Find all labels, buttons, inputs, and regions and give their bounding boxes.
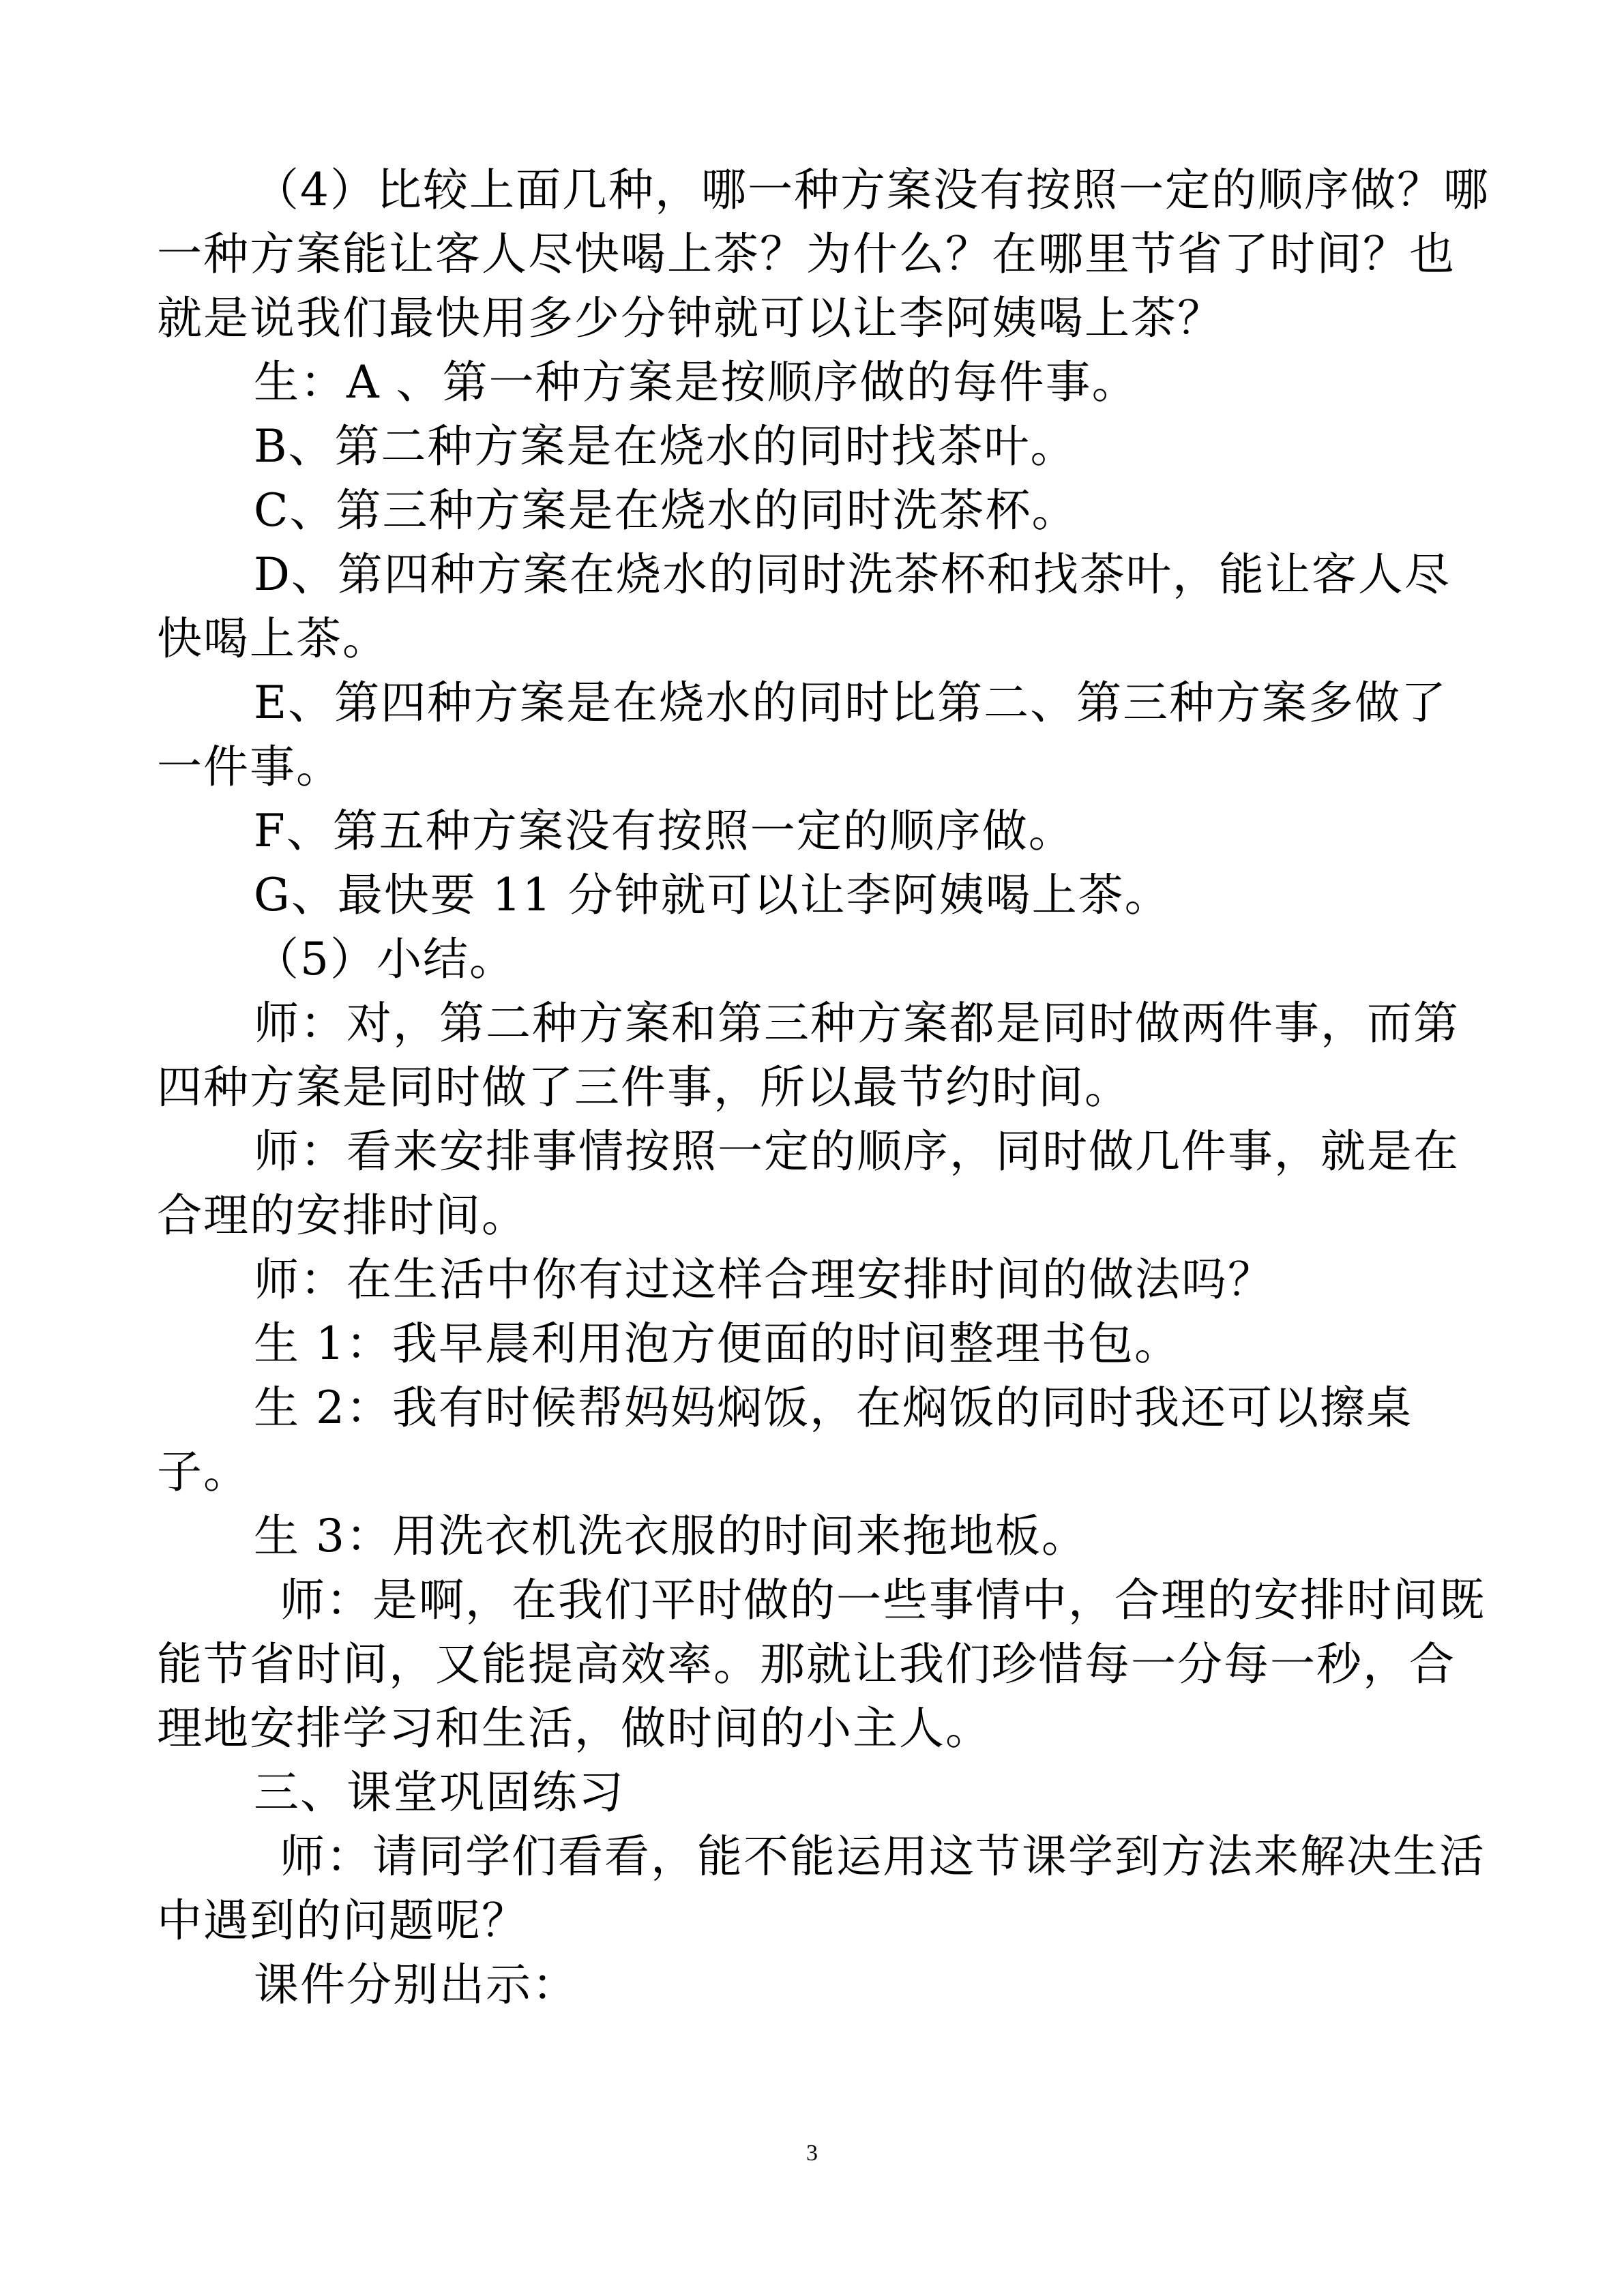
paragraph-answer-c: C、第三种方案是在烧水的同时洗茶杯。	[254, 484, 1078, 537]
paragraph-student-2: 生 2：我有时候帮妈妈焖饭，在焖饭的同时我还可以擦桌子。	[157, 1382, 1413, 1498]
paragraph-student-1: 生 1：我早晨利用泡方便面的时间整理书包。	[254, 1317, 1181, 1370]
paragraph-teacher-4: 师：是啊，在我们平时做的一些事情中，合理的安排时间既能节省时间，又能提高效率。那就让我们珍惜每一分每一秒，合理地安排学习和生活，做时间的小主人。	[157, 1574, 1486, 1755]
paragraph-teacher-3: 师：在生活中你有过这样合理安排时间的做法吗？	[254, 1253, 1274, 1306]
paragraph-answer-a: 生：A 、第一种方案是按顺序做的每件事。	[254, 356, 1138, 408]
paragraph-teacher-2: 师：看来安排事情按照一定的顺序，同时做几件事，就是在合理的安排时间。	[157, 1125, 1460, 1242]
paragraph-answer-e: E、第四种方案是在烧水的同时比第二、第三种方案多做了一件事。	[157, 676, 1448, 793]
paragraph-courseware: 课件分别出示：	[254, 1958, 578, 2011]
section-heading-practice: 三、课堂巩固练习	[254, 1766, 625, 1819]
paragraph-answer-d: D、第四种方案在烧水的同时洗茶杯和找茶叶，能让客人尽快喝上茶。	[157, 548, 1451, 665]
paragraph-answer-g: G、最快要 11 分钟就可以让李阿姨喝上茶。	[254, 869, 1171, 921]
paragraph-teacher-5: 师：请同学们看看，能不能运用这节课学到方法来解决生活中遇到的问题呢？	[157, 1830, 1486, 1947]
paragraph-student-3: 生 3：用洗衣机洗衣服的时间来拖地板。	[254, 1510, 1088, 1562]
paragraph-question-4: （4）比较上面几种，哪一种方案没有按照一定的顺序做？哪一种方案能让客人尽快喝上茶？为什么？在哪里节省了时间？也就是说我们最快用多少分钟就可以让李阿姨喝上茶？	[157, 164, 1490, 344]
page-number: 3	[806, 2141, 818, 2166]
paragraph-summary-heading: （5）小结。	[254, 933, 516, 985]
paragraph-answer-b: B、第二种方案是在烧水的同时找茶叶。	[254, 420, 1077, 473]
paragraph-teacher-1: 师：对，第二种方案和第三种方案都是同时做两件事，而第四种方案是同时做了三件事，所以最节约时间。	[157, 997, 1460, 1114]
paragraph-answer-f: F、第五种方案没有按照一定的顺序做。	[254, 805, 1075, 857]
document-body	[157, 158, 1494, 2017]
